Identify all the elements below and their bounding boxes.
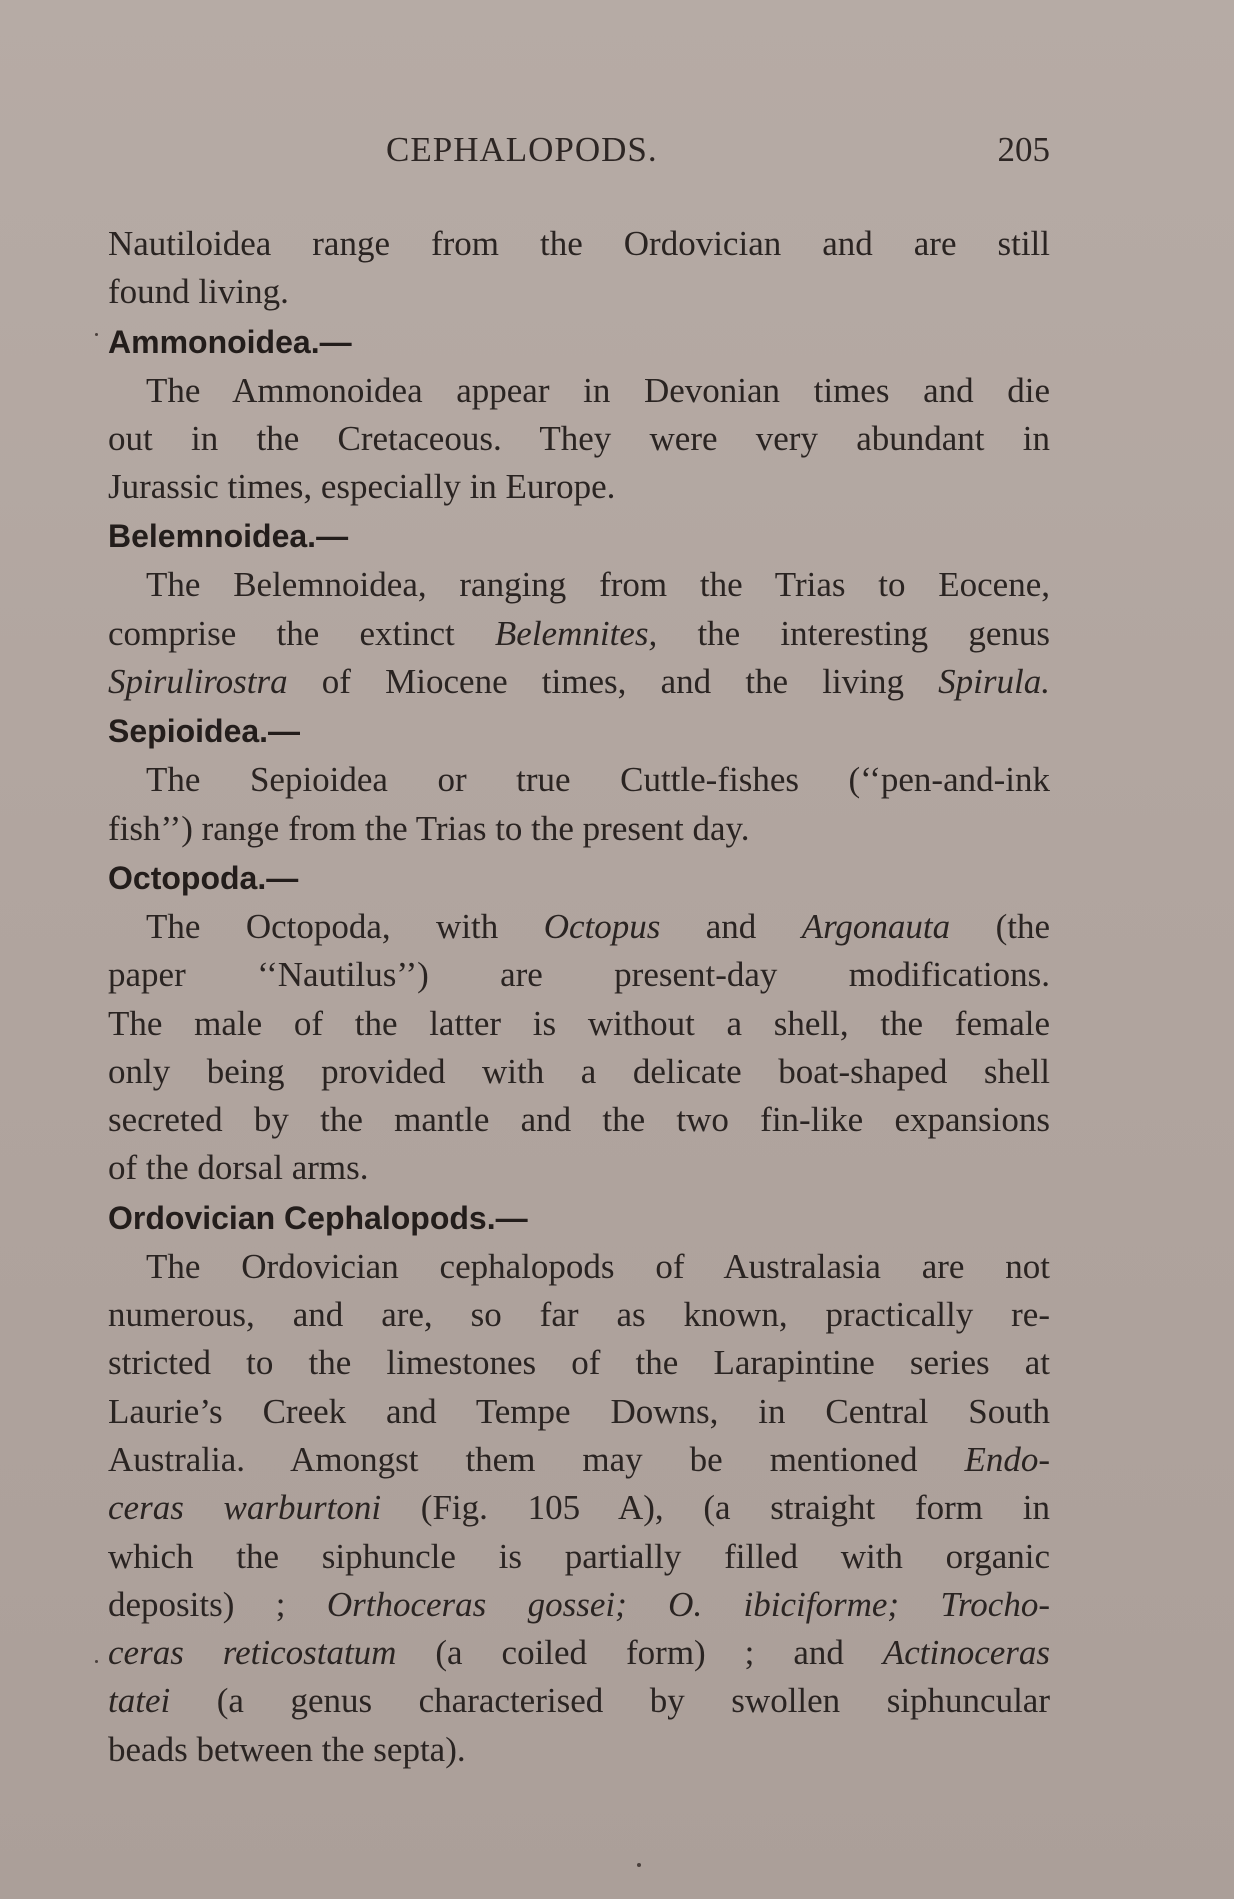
text-run: Australia. Amongst them may be mentioned [108, 1439, 965, 1479]
ordovician-line-5 [108, 1436, 1050, 1484]
ammonoidea-line-1: The Ammonoidea appear in Devonian times and die [146, 370, 1050, 410]
genus-name: Argonauta [801, 906, 951, 946]
page-header [108, 130, 1050, 180]
section-heading-sepioidea: Sepioidea.— [108, 713, 301, 750]
intro-line-2: found living. [108, 272, 289, 312]
ordovician-line-1: The Ordovician cephalopods of Australasia are not [146, 1246, 1050, 1286]
ordovician-line-10 [108, 1677, 1050, 1725]
paper-speck [637, 1863, 641, 1867]
section-heading-octopoda: Octopoda.— [108, 859, 299, 896]
ammonoidea-line-3: Jurassic times, especially in Europe. [108, 467, 616, 507]
text-run: and [660, 906, 802, 946]
belemnoidea-line-3 [108, 658, 1050, 706]
ordovician-line-2: numerous, and are, so far as known, practically re- [108, 1295, 1050, 1335]
text-run: of Miocene times, and the living [287, 662, 939, 702]
genus-name: Actinoceras [882, 1633, 1051, 1673]
genus-name: Octopus [543, 906, 661, 946]
text-run: (Fig. 105 A), (a straight form in [381, 1488, 1050, 1528]
octopoda-line-2: paper ‘‘Nautilus’’) are present-day modifications. [108, 955, 1050, 995]
species-names: Orthoceras gossei; O. ibiciforme; Trocho- [326, 1584, 1050, 1624]
text-run: deposits) ; [108, 1584, 327, 1624]
ordovician-line-11: beads between the septa). [108, 1729, 466, 1769]
paper-speck [95, 333, 98, 336]
ordovician-line-8 [108, 1581, 1050, 1629]
species-name: ceras reticostatum [108, 1633, 397, 1673]
intro-line-1: Nautiloidea range from the Ordovician and are still [108, 224, 1050, 263]
octopoda-line-4: only being provided with a delicate boat-shaped shell [108, 1051, 1050, 1091]
running-title: CEPHALOPODS. [386, 130, 658, 169]
ordovician-line-4: Laurie’s Creek and Tempe Downs, in Central South [108, 1391, 1050, 1431]
text-run: (a genus characterised by swollen siphuncular [170, 1681, 1050, 1721]
page-body [108, 220, 1050, 1774]
text-run: the interesting genus [657, 613, 1051, 653]
genus-name: Endo- [964, 1439, 1050, 1479]
ordovician-line-7: which the siphuncle is partially filled with organic [108, 1536, 1050, 1576]
section-heading-ammonoidea: Ammonoidea.— [108, 323, 352, 360]
text-run: (a coiled form) ; and [396, 1633, 883, 1673]
genus-name: Belemnites, [494, 613, 658, 653]
genus-name: Spirulirostra [108, 662, 288, 702]
ordovician-line-9 [108, 1629, 1050, 1677]
page-number: 205 [997, 130, 1050, 169]
section-heading-belemnoidea: Belemnoidea.— [108, 518, 349, 555]
text-run: comprise the extinct [108, 613, 495, 653]
octopoda-line-1 [108, 903, 1050, 951]
octopoda-line-6: of the dorsal arms. [108, 1148, 369, 1188]
species-name: tatei [108, 1681, 171, 1721]
sepioidea-line-2: fish’’) range from the Trias to the present day. [108, 808, 750, 848]
ordovician-line-3: stricted to the limestones of the Larapintine series at [108, 1343, 1050, 1383]
octopoda-line-3: The male of the latter is without a shell, the female [108, 1003, 1050, 1043]
ordovician-line-6 [108, 1484, 1050, 1532]
belemnoidea-line-2 [108, 610, 1050, 658]
paper-speck [95, 1660, 98, 1663]
ammonoidea-line-2: out in the Cretaceous. They were very abundant in [108, 418, 1050, 458]
belemnoidea-line-1: The Belemnoidea, ranging from the Trias to Eocene, [146, 565, 1050, 605]
octopoda-line-5: secreted by the mantle and the two fin-like expansions [108, 1100, 1050, 1140]
text-run: (the [950, 906, 1050, 946]
species-name: ceras warburtoni [108, 1488, 382, 1528]
section-heading-ordovician: Ordovician Cephalopods.— [108, 1199, 528, 1236]
genus-name: Spirula. [938, 662, 1050, 702]
sepioidea-line-1: The Sepioidea or true Cuttle-fishes (‘‘pen-and-ink [146, 760, 1050, 800]
text-run: The Octopoda, with [146, 906, 544, 946]
